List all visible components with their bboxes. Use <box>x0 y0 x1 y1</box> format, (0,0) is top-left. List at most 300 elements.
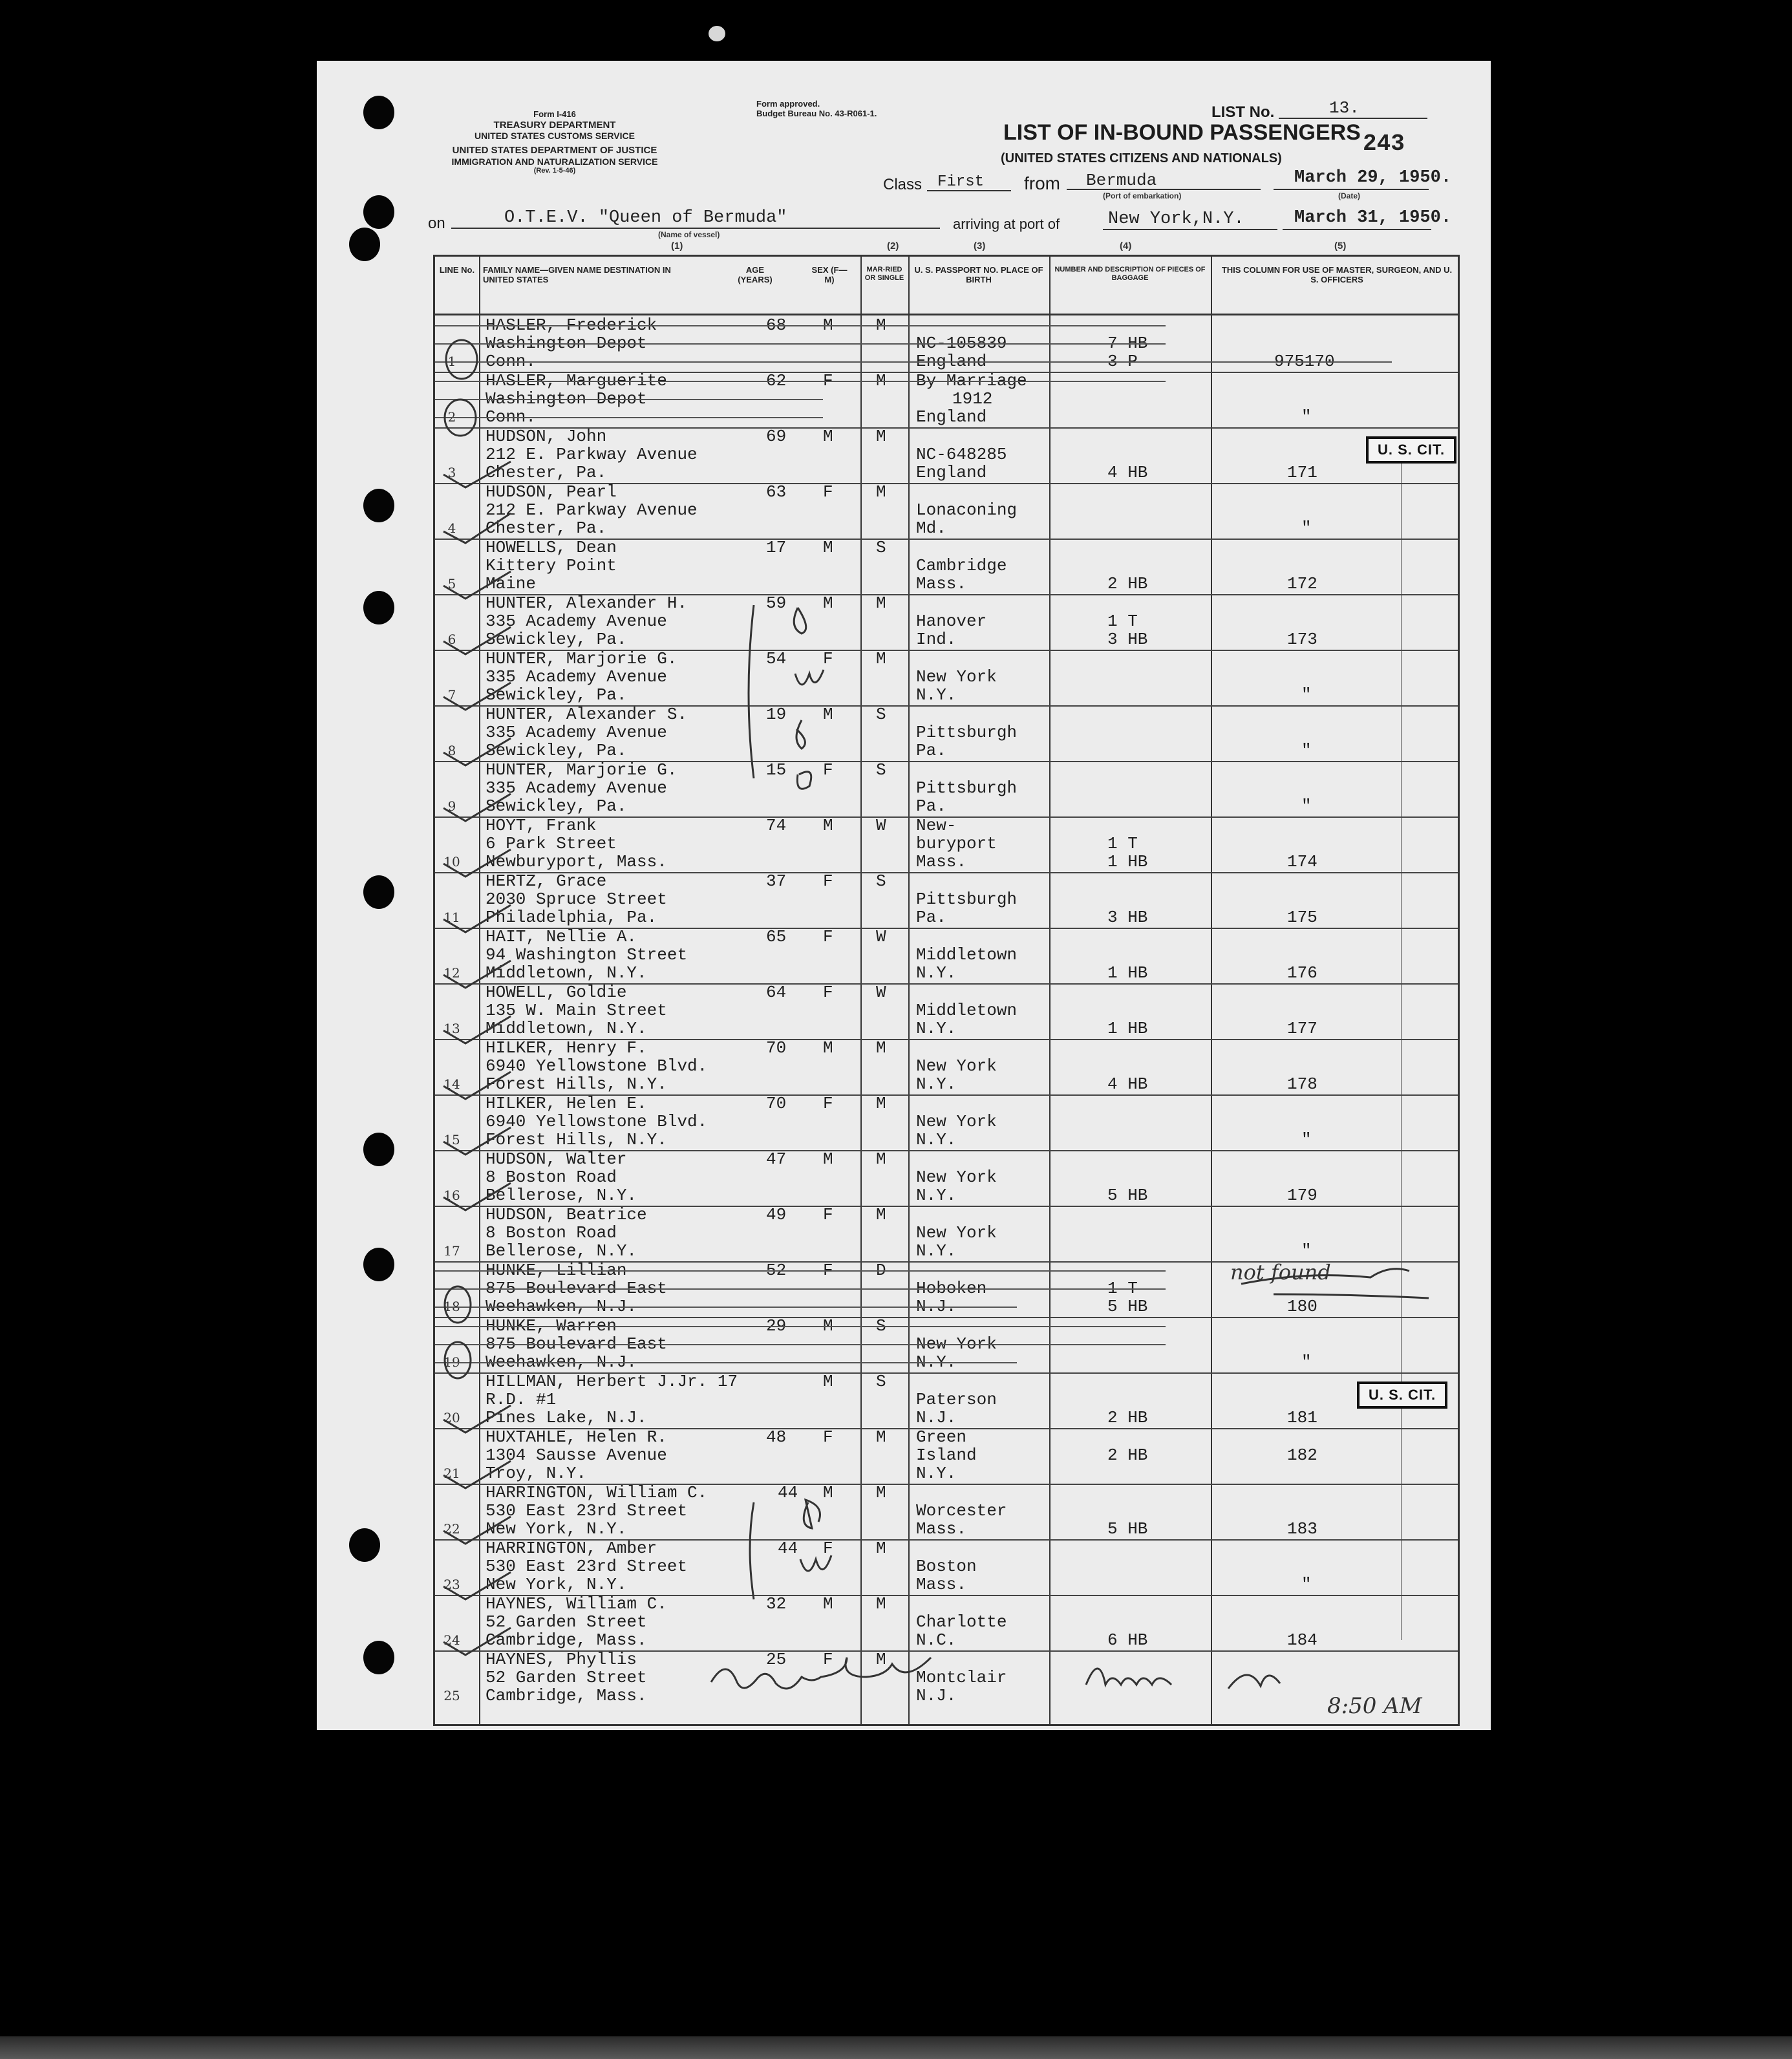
passenger-address-city: Weehawken, N.J. <box>485 1297 637 1316</box>
place-of-birth: England <box>916 352 987 371</box>
passenger-name: HASLER, Marguerite <box>485 371 667 390</box>
passenger-age: 44 <box>778 1539 798 1558</box>
place-of-birth: Mass. <box>916 1575 967 1594</box>
initial-mark <box>794 608 806 634</box>
check-mark <box>443 849 511 877</box>
place-of-birth: England <box>916 463 987 482</box>
passenger-marital: M <box>876 315 886 335</box>
passenger-sex: M <box>823 1038 833 1058</box>
passenger-address-city: Middletown, N.Y. <box>485 963 647 983</box>
passenger-name: HAIT, Nellie A. <box>485 927 637 946</box>
place-of-birth: Mass. <box>916 852 967 871</box>
passenger-age: 62 <box>766 371 787 390</box>
passenger-name: HUDSON, Pearl <box>485 482 617 502</box>
manifest-page <box>317 61 1491 1730</box>
baggage-line3: 4 HB <box>1107 463 1148 482</box>
passenger-marital: M <box>876 1094 886 1113</box>
column-number: (1) <box>671 240 683 251</box>
col-header-marital: MAR-RIED OR SINGLE <box>864 266 904 282</box>
passenger-name: HERTZ, Grace <box>485 871 607 891</box>
passport-number: New York <box>916 1056 997 1076</box>
column-number: (4) <box>1120 240 1132 251</box>
passenger-marital: S <box>876 871 886 891</box>
passenger-address: 6 Park Street <box>485 834 617 853</box>
passenger-name: HUNTER, Marjorie G. <box>485 760 677 780</box>
check-mark <box>443 571 511 599</box>
passenger-name: HASLER, Frederick <box>485 315 657 335</box>
check-mark <box>443 1405 511 1433</box>
passenger-address: 530 East 23rd Street <box>485 1557 688 1576</box>
passenger-address: Kittery Point <box>485 556 617 575</box>
passenger-marital: W <box>876 983 886 1002</box>
initial-mark <box>804 1500 820 1528</box>
initial-mark <box>796 720 805 749</box>
check-mark <box>443 683 511 710</box>
passenger-age: 65 <box>766 927 787 946</box>
class-value: First <box>937 173 985 191</box>
passenger-address: 212 E. Parkway Avenue <box>485 500 698 520</box>
passenger-age: 19 <box>766 705 787 724</box>
passenger-age: 63 <box>766 482 787 502</box>
line-number: 17 <box>443 1243 460 1259</box>
initial-mark <box>800 1555 831 1571</box>
passenger-name: HUNTER, Alexander H. <box>485 593 688 613</box>
date-caption: (Date) <box>1338 191 1361 200</box>
passenger-address: 335 Academy Avenue <box>485 612 667 631</box>
passenger-address: 335 Academy Avenue <box>485 723 667 742</box>
passenger-sex: F <box>823 1205 833 1224</box>
passenger-address-city: Chester, Pa. <box>485 518 607 538</box>
line-number: 15 <box>443 1132 460 1147</box>
handwritten-time-note: 8:50 AM <box>1327 1693 1422 1719</box>
officer-number: 171 <box>1287 463 1317 482</box>
passenger-address: 875 Boulevard East <box>485 1334 667 1354</box>
passenger-address-city: Conn. <box>485 407 537 427</box>
line-number: 8 <box>447 743 456 758</box>
passenger-address: 2030 Spruce Street <box>485 890 667 909</box>
baggage-line3: 3 HB <box>1107 630 1148 649</box>
list-number: 13. <box>1329 98 1360 118</box>
budget-line: Budget Bureau No. 43-R061-1. <box>756 108 877 118</box>
place-of-birth: Pa. <box>916 796 946 816</box>
baggage-line3: 5 HB <box>1107 1519 1148 1539</box>
baggage-line2: 1 T <box>1107 1279 1138 1298</box>
bracket-mark <box>749 605 754 778</box>
check-mark <box>443 1572 511 1599</box>
passenger-address: R.D. #1 <box>485 1390 557 1409</box>
officer-number: 179 <box>1287 1186 1317 1205</box>
passenger-age: 48 <box>766 1427 787 1447</box>
passenger-age: 49 <box>766 1205 787 1224</box>
passport-number: 1912 <box>952 389 993 409</box>
passport-number: NC-105839 <box>916 334 1007 353</box>
passenger-age: 29 <box>766 1316 787 1336</box>
line-number: 14 <box>443 1076 460 1092</box>
passenger-address-city: Chester, Pa. <box>485 463 607 482</box>
passenger-sex: M <box>823 538 833 557</box>
place-of-birth: N.Y. <box>916 1186 957 1205</box>
place-of-birth: England <box>916 407 987 427</box>
passenger-address-city: Troy, N.Y. <box>485 1464 587 1483</box>
passenger-sex: F <box>823 1539 833 1558</box>
passenger-name: HUDSON, Walter <box>485 1149 627 1169</box>
place-of-birth: N.Y. <box>916 1241 957 1261</box>
passenger-address-city: Sewickley, Pa. <box>485 741 627 760</box>
officer-number: " <box>1301 1241 1312 1261</box>
column-number: (2) <box>887 240 899 251</box>
vessel-caption: (Name of vessel) <box>658 230 720 239</box>
passenger-address-city: Cambridge, Mass. <box>485 1630 647 1650</box>
place-of-birth: Mass. <box>916 1519 967 1539</box>
passenger-age: 69 <box>766 427 787 446</box>
officer-number: 184 <box>1287 1630 1317 1650</box>
passenger-name: HAYNES, William C. <box>485 1594 667 1614</box>
check-mark <box>443 1127 511 1155</box>
passenger-address: 6940 Yellowstone Blvd. <box>485 1112 708 1131</box>
col-header-baggage: NUMBER AND DESCRIPTION OF PIECES OF BAGGAGE <box>1054 266 1206 282</box>
place-of-birth: Ind. <box>916 630 957 649</box>
column-number: (5) <box>1334 240 1347 251</box>
from-label: from <box>1024 173 1060 193</box>
passport-number: Worcester <box>916 1501 1007 1520</box>
officer-number: " <box>1301 1575 1312 1594</box>
place-of-birth: N.J. <box>916 1686 957 1705</box>
line-number: 11 <box>443 910 460 925</box>
place-of-birth: N.Y. <box>916 685 957 705</box>
arriving-label: arriving at port of <box>953 216 1060 232</box>
col-header-passport: U. S. PASSPORT NO. PLACE OF BIRTH <box>914 265 1043 284</box>
note-scribble <box>1241 1269 1409 1284</box>
line-number: 19 <box>443 1354 460 1370</box>
passenger-age: 17 <box>766 538 787 557</box>
passport-number: Pittsburgh <box>916 890 1018 909</box>
passenger-sex: M <box>823 1316 833 1336</box>
passport-number: Middletown <box>916 945 1018 965</box>
passenger-sex: M <box>823 1372 833 1391</box>
baggage-line3: 5 HB <box>1107 1297 1148 1316</box>
check-mark <box>443 794 511 821</box>
passenger-sex: F <box>823 1094 833 1113</box>
passenger-name: HARRINGTON, William C. <box>485 1483 708 1502</box>
check-mark <box>443 627 511 654</box>
passenger-address-city: Sewickley, Pa. <box>485 796 627 816</box>
passport-line1: Green <box>916 1427 967 1447</box>
passenger-name: HUNKE, Warren <box>485 1316 617 1336</box>
passport-number: New York <box>916 1112 997 1131</box>
baggage-line3: 6 HB <box>1107 1630 1148 1650</box>
circle-mark <box>446 340 477 379</box>
officer-number: 176 <box>1287 963 1317 983</box>
passenger-address: 335 Academy Avenue <box>485 667 667 687</box>
passenger-address: 6940 Yellowstone Blvd. <box>485 1056 708 1076</box>
passport-number: New York <box>916 667 997 687</box>
officer-number: " <box>1301 685 1312 705</box>
passenger-marital: M <box>876 1149 886 1169</box>
passenger-age: 59 <box>766 593 787 613</box>
handwritten-marks <box>317 61 1491 1730</box>
dept-justice: UNITED STATES DEPARTMENT OF JUSTICE <box>452 145 657 156</box>
passenger-age: 68 <box>766 315 787 335</box>
line-number: 4 <box>447 520 456 536</box>
col-header-age: AGE (YEARS) <box>738 265 773 284</box>
passenger-name: HUXTAHLE, Helen R. <box>485 1427 667 1447</box>
line-number: 18 <box>443 1299 460 1314</box>
passenger-marital: M <box>876 1483 886 1502</box>
check-mark <box>443 961 511 988</box>
passenger-sex: M <box>823 315 833 335</box>
col-header-sex: SEX (F—M) <box>811 265 848 284</box>
passenger-sex: M <box>823 1483 833 1502</box>
line-number: 22 <box>443 1521 460 1537</box>
passenger-address-city: New York, N.Y. <box>485 1575 627 1594</box>
line-number: 9 <box>447 798 456 814</box>
passport-number: buryport <box>916 834 997 853</box>
passport-number: Hanover <box>916 612 987 631</box>
baggage-line3: 2 HB <box>1107 1408 1148 1427</box>
passenger-sex: M <box>823 705 833 724</box>
check-mark <box>443 1628 511 1655</box>
officer-number: " <box>1301 796 1312 816</box>
passenger-address: 212 E. Parkway Avenue <box>485 445 698 464</box>
passenger-address-city: Conn. <box>485 352 537 371</box>
signature-mark <box>711 1658 931 1689</box>
line-number: 23 <box>443 1577 460 1592</box>
place-of-birth: N.Y. <box>916 1464 957 1483</box>
line-number: 21 <box>443 1466 460 1481</box>
passenger-sex: F <box>823 1650 833 1669</box>
passenger-address: Washington Depot <box>485 389 647 409</box>
page-number: 243 <box>1363 131 1405 157</box>
passenger-sex: F <box>823 482 833 502</box>
circle-mark <box>445 1342 471 1378</box>
baggage-line3: 5 HB <box>1107 1186 1148 1205</box>
on-label: on <box>428 215 445 232</box>
passenger-address-city: Middletown, N.Y. <box>485 1019 647 1038</box>
passenger-sex: F <box>823 983 833 1002</box>
passenger-name: HUNTER, Alexander S. <box>485 705 688 724</box>
passenger-address-city: Pines Lake, N.J. <box>485 1408 647 1427</box>
officer-number: 172 <box>1287 574 1317 593</box>
passport-number: New York <box>916 1334 997 1354</box>
passenger-address-city: Newburyport, Mass. <box>485 852 667 871</box>
list-number-label: LIST No. <box>1211 103 1275 121</box>
note-scribble <box>1274 1294 1429 1298</box>
officer-number: 174 <box>1287 852 1317 871</box>
officer-number: 178 <box>1287 1074 1317 1094</box>
passenger-marital: M <box>876 1539 886 1558</box>
passenger-name: HAYNES, Phyllis <box>485 1650 637 1669</box>
check-mark <box>443 513 511 543</box>
passenger-marital: S <box>876 1316 886 1336</box>
passenger-age: 44 <box>778 1483 798 1502</box>
passenger-address: 94 Washington Street <box>485 945 688 965</box>
passenger-marital: D <box>876 1261 886 1280</box>
place-of-birth: N.C. <box>916 1630 957 1650</box>
passenger-address-city: Weehawken, N.J. <box>485 1352 637 1372</box>
officer-number: 173 <box>1287 630 1317 649</box>
signature-mark <box>1228 1675 1280 1689</box>
place-of-birth: Pa. <box>916 908 946 927</box>
passenger-address: 8 Boston Road <box>485 1168 617 1187</box>
check-mark <box>443 1072 511 1099</box>
line-number: 7 <box>447 687 456 703</box>
passenger-marital: S <box>876 760 886 780</box>
passenger-address: 530 East 23rd Street <box>485 1501 688 1520</box>
officer-number: 182 <box>1287 1446 1317 1465</box>
passenger-sex: F <box>823 1261 833 1280</box>
passenger-name: HUNKE, Lillian <box>485 1261 627 1280</box>
passenger-name: HUNTER, Marjorie G. <box>485 649 677 668</box>
passport-number: Paterson <box>916 1390 997 1409</box>
baggage-line2: 1 T <box>1107 612 1138 631</box>
passport-number: Pittsburgh <box>916 778 1018 798</box>
line-number: 24 <box>443 1632 460 1648</box>
passenger-age: 47 <box>766 1149 787 1169</box>
baggage-line3: 3 HB <box>1107 908 1148 927</box>
line-number: 25 <box>443 1688 460 1703</box>
passenger-address: 52 Garden Street <box>485 1668 647 1687</box>
form-revision: (Rev. 1-5-46) <box>533 166 576 175</box>
passenger-age: 64 <box>766 983 787 1002</box>
class-label: Class <box>883 176 923 193</box>
film-hole <box>709 26 725 41</box>
passenger-marital: S <box>876 538 886 557</box>
baggage-line3: 1 HB <box>1107 852 1148 871</box>
officer-number: 175 <box>1287 908 1317 927</box>
baggage-line3: 2 HB <box>1107 574 1148 593</box>
passenger-address: 335 Academy Avenue <box>485 778 667 798</box>
passenger-name: HOWELL, Goldie <box>485 983 627 1002</box>
passport-number: NC-648285 <box>916 445 1007 464</box>
officer-number: 180 <box>1287 1297 1317 1316</box>
passenger-marital: M <box>876 427 886 446</box>
vessel-name: O.T.E.V. "Queen of Bermuda" <box>504 208 787 228</box>
passport-number: Charlotte <box>916 1612 1007 1632</box>
passport-number: New York <box>916 1223 997 1243</box>
passenger-address: Washington Depot <box>485 334 647 353</box>
line-number: 2 <box>447 409 456 425</box>
passenger-marital: M <box>876 482 886 502</box>
check-mark <box>443 462 511 487</box>
passenger-name: HOYT, Frank <box>485 816 597 835</box>
embarkation-caption: (Port of embarkation) <box>1103 191 1182 200</box>
passport-number: Boston <box>916 1557 977 1576</box>
line-number: 10 <box>443 854 460 869</box>
passport-number: Cambridge <box>916 556 1007 575</box>
baggage-line2: 1 T <box>1107 834 1138 853</box>
baggage-line3: 2 HB <box>1107 1446 1148 1465</box>
us-citizen-stamp: U. S. CIT. <box>1366 436 1456 464</box>
passenger-sex: F <box>823 760 833 780</box>
place-of-birth: N.Y. <box>916 1019 957 1038</box>
dept-immigration: IMMIGRATION AND NATURALIZATION SERVICE <box>451 156 658 167</box>
passenger-address-city: Bellerose, N.Y. <box>485 1186 637 1205</box>
passport-number: Montclair <box>916 1668 1007 1687</box>
passenger-name: HUDSON, Beatrice <box>485 1205 647 1224</box>
passenger-address: 875 Boulevard East <box>485 1279 667 1298</box>
passenger-address-city: Cambridge, Mass. <box>485 1686 647 1705</box>
passenger-marital: M <box>876 593 886 613</box>
check-mark <box>443 1461 511 1488</box>
dept-treasury: TREASURY DEPARTMENT <box>493 119 616 131</box>
passenger-marital: M <box>876 1038 886 1058</box>
check-mark <box>443 1016 511 1043</box>
passenger-age: 74 <box>766 816 787 835</box>
passenger-name: HARRINGTON, Amber <box>485 1539 657 1558</box>
place-of-birth: N.Y. <box>916 963 957 983</box>
officer-number: " <box>1301 407 1312 427</box>
passenger-address-city: Sewickley, Pa. <box>485 630 627 649</box>
check-mark <box>443 1517 511 1544</box>
baggage-line2: 7 HB <box>1107 334 1148 353</box>
officer-number: 181 <box>1287 1408 1317 1427</box>
passenger-address: 8 Boston Road <box>485 1223 617 1243</box>
film-edge <box>0 2036 1792 2059</box>
officer-number: " <box>1301 1352 1312 1372</box>
line-number: 13 <box>443 1021 460 1036</box>
col-header-line: LINE No. <box>439 265 475 275</box>
line-number: 20 <box>443 1410 460 1425</box>
passenger-address-city: Forest Hills, N.Y. <box>485 1130 667 1149</box>
line-number: 3 <box>447 465 456 480</box>
passenger-sex: M <box>823 1594 833 1614</box>
officer-number: 183 <box>1287 1519 1317 1539</box>
passenger-age: 25 <box>766 1650 787 1669</box>
column-number: (3) <box>974 240 986 251</box>
col-header-officers: THIS COLUMN FOR USE OF MASTER, SURGEON, AND U. S. OFFICERS <box>1221 265 1453 284</box>
line-number: 5 <box>447 576 456 592</box>
handwritten-not-found-note: not found <box>1230 1260 1331 1285</box>
place-of-birth: Mass. <box>916 574 967 593</box>
place-of-birth: N.Y. <box>916 1074 957 1094</box>
arrival-date: March 31, 1950. <box>1294 208 1452 228</box>
passenger-marital: M <box>876 1594 886 1614</box>
passenger-name: HILKER, Henry F. <box>485 1038 647 1058</box>
passenger-address-city: Maine <box>485 574 537 593</box>
line-number: 6 <box>447 632 456 647</box>
arrival-port: New York,N.Y. <box>1108 209 1244 229</box>
passenger-name: HILLMAN, Herbert J.Jr. 17 <box>485 1372 738 1391</box>
place-of-birth: N.J. <box>916 1297 957 1316</box>
passenger-age: 54 <box>766 649 787 668</box>
passenger-sex: F <box>823 927 833 946</box>
dept-customs: UNITED STATES CUSTOMS SERVICE <box>475 131 635 142</box>
check-mark <box>443 738 511 765</box>
form-title: LIST OF IN-BOUND PASSENGERS <box>1003 120 1361 145</box>
baggage-line3: 1 HB <box>1107 963 1148 983</box>
passenger-sex: M <box>823 427 833 446</box>
passenger-marital: M <box>876 371 886 390</box>
form-subtitle: (UNITED STATES CITIZENS AND NATIONALS) <box>1001 151 1282 165</box>
officer-number: " <box>1301 741 1312 760</box>
passenger-age: 37 <box>766 871 787 891</box>
passenger-marital: M <box>876 1650 886 1669</box>
place-of-birth: Pa. <box>916 741 946 760</box>
passenger-sex: M <box>823 593 833 613</box>
initial-mark <box>797 772 811 789</box>
check-mark <box>443 1183 511 1210</box>
place-of-birth: N.Y. <box>916 1352 957 1372</box>
passenger-marital: W <box>876 927 886 946</box>
passport-number: Island <box>916 1446 977 1465</box>
passenger-sex: F <box>823 871 833 891</box>
line-number: 16 <box>443 1188 460 1203</box>
passport-line1: By Marriage <box>916 371 1027 390</box>
bracket-mark <box>750 1502 754 1599</box>
place-of-birth: N.J. <box>916 1408 957 1427</box>
passenger-sex: M <box>823 816 833 835</box>
passport-number: Pittsburgh <box>916 723 1018 742</box>
